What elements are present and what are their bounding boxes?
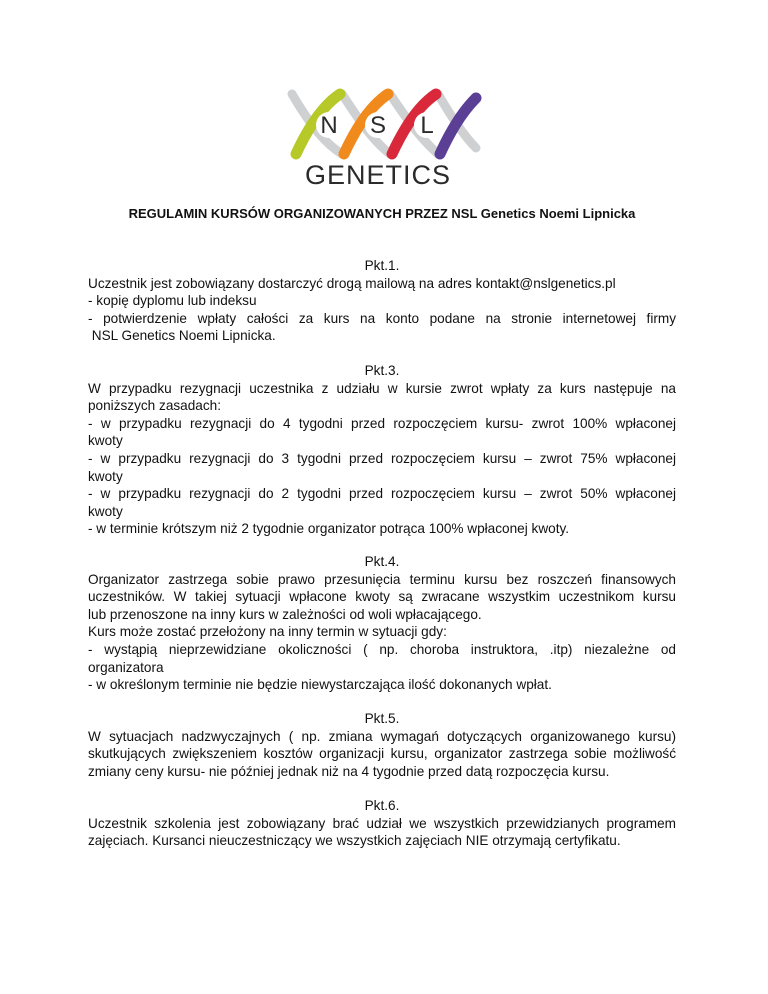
section-heading: Pkt.3. <box>364 363 400 378</box>
section-line: zmiany ceny kursu- nie później jednak niż na 4 tygodnie przed datą rozpoczęcia kursu. <box>88 763 610 779</box>
section-line: - w określonym terminie nie będzie niewystarczająca ilość dokonanych wpłat. <box>88 677 552 693</box>
logo-letter-s: S <box>369 112 387 139</box>
section-line: W przypadku rezygnacji uczestnika z udziału w kursie zwrot wpłaty za kurs następuje na <box>88 380 676 396</box>
section-heading: Pkt.6. <box>364 798 400 813</box>
section-line: - w przypadku rezygnacji do 4 tygodni przed rozpoczęciem kursu- zwrot 100% wpłaconej <box>88 415 676 431</box>
section-line: kwoty <box>88 503 123 519</box>
section-pkt-6 <box>88 797 676 850</box>
section-line: - w terminie krótszym niż 2 tygodnie organizator potrąca 100% wpłaconej kwoty. <box>88 521 570 537</box>
section-line: - w przypadku rezygnacji do 3 tygodni przed rozpoczęciem kursu – zwrot 75% wpłaconej <box>88 450 676 466</box>
section-pkt-5 <box>88 710 676 780</box>
nsl-genetics-logo <box>286 88 482 192</box>
section-heading: Pkt.4. <box>364 554 400 569</box>
document-title: REGULAMIN KURSÓW ORGANIZOWANYCH PRZEZ NSL Genetics Noemi Lipnicka <box>128 206 636 221</box>
section-line: - potwierdzenie wpłaty całości za kurs na konto podane na stronie internetowej firmy <box>88 310 676 326</box>
section-line: NSL Genetics Noemi Lipnicka. <box>88 328 276 344</box>
section-line: kwoty <box>88 433 123 449</box>
section-line: Uczestnik jest zobowiązany dostarczyć drogą mailową na adres kontakt@nslgenetics.pl <box>88 275 616 291</box>
section-line: Kurs może zostać przełożony na inny termin w sytuacji gdy: <box>88 624 447 640</box>
section-line: kwoty <box>88 468 123 484</box>
section-line: - w przypadku rezygnacji do 2 tygodni przed rozpoczęciem kursu – zwrot 50% wpłaconej <box>88 486 676 502</box>
section-line: skutkujących zwiększeniem kosztów organizacji kursu, organizator zastrzega sobie możliwość <box>88 746 676 762</box>
logo-letter-l: L <box>420 112 434 139</box>
section-pkt-4 <box>88 553 676 694</box>
section-line: - wystąpią nieprzewidziane okoliczności ( np. choroba instruktora, .itp) niezależne od <box>88 641 676 657</box>
logo-subtitle: GENETICS <box>304 160 452 190</box>
section-line: poniższych zasadach: <box>88 398 221 414</box>
section-line: Organizator zastrzega sobie prawo przesunięcia terminu kursu bez roszczeń finansowych <box>88 571 676 587</box>
section-line: Uczestnik szkolenia jest zobowiązany brać udział we wszystkich przewidzianych programem <box>88 815 676 831</box>
section-heading: Pkt.5. <box>364 711 400 726</box>
section-line: lub przenoszone na inny kurs w zależności od woli wpłacającego. <box>88 606 482 622</box>
section-line: zajęciach. Kursanci nieuczestniczący we wszystkich zajęciach NIE otrzymają certyfikatu. <box>88 833 621 849</box>
section-line: uczestników. W takiej sytuacji wpłacone kwoty są zwracane wszystkim uczestnikom kursu <box>88 589 676 605</box>
dna-helix-logo-icon <box>286 88 482 192</box>
section-line: W sytuacjach nadzwyczajnych ( np. zmiana wymagań dotyczących organizowanego kursu) <box>88 728 676 744</box>
section-line: organizatora <box>88 659 164 675</box>
section-heading: Pkt.1. <box>364 258 400 273</box>
logo-letter-n: N <box>320 112 338 139</box>
section-line: - kopię dyplomu lub indeksu <box>88 293 257 309</box>
section-pkt-3 <box>88 362 676 538</box>
section-pkt-1 <box>88 257 676 345</box>
